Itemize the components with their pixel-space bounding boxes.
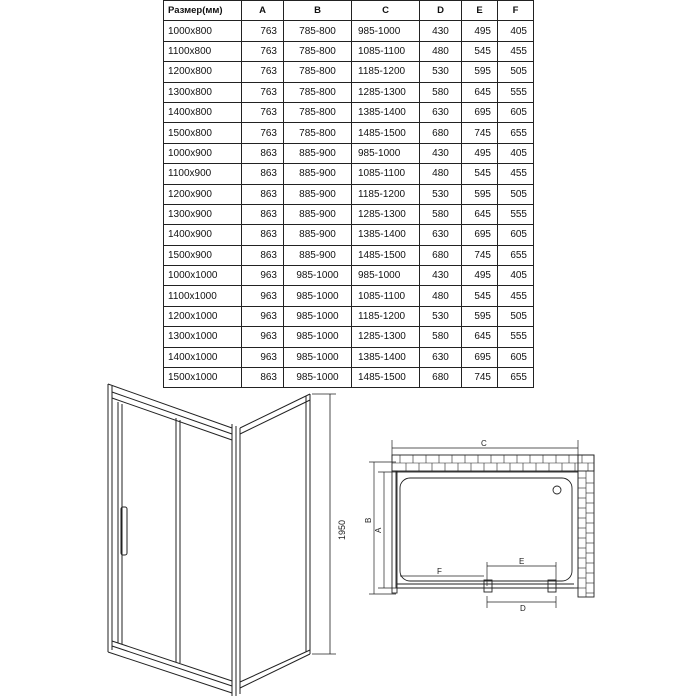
- cell-size: 1500x1000: [164, 368, 242, 388]
- cell-f: 505: [498, 62, 534, 82]
- cell-e: 745: [462, 123, 498, 143]
- plan-view: [369, 440, 594, 608]
- cell-d: 430: [420, 266, 462, 286]
- cell-b: 785-800: [284, 41, 352, 61]
- cell-b: 985-1000: [284, 266, 352, 286]
- cell-d: 530: [420, 62, 462, 82]
- cell-e: 595: [462, 184, 498, 204]
- cell-e: 595: [462, 62, 498, 82]
- cell-size: 1400x900: [164, 225, 242, 245]
- cell-b: 985-1000: [284, 306, 352, 326]
- cell-b: 885-900: [284, 143, 352, 163]
- cell-c: 1185-1200: [352, 62, 420, 82]
- cell-d: 630: [420, 347, 462, 367]
- cell-size: 1400x800: [164, 102, 242, 122]
- cell-d: 430: [420, 143, 462, 163]
- cell-a: 863: [242, 225, 284, 245]
- cell-d: 430: [420, 21, 462, 41]
- cell-b: 785-800: [284, 21, 352, 41]
- cell-c: 1285-1300: [352, 327, 420, 347]
- cell-d: 680: [420, 123, 462, 143]
- cell-a: 763: [242, 21, 284, 41]
- left-profile: [108, 384, 112, 652]
- drain-icon: [553, 486, 561, 494]
- cell-f: 505: [498, 184, 534, 204]
- cell-e: 695: [462, 225, 498, 245]
- cell-f: 455: [498, 164, 534, 184]
- cell-d: 680: [420, 245, 462, 265]
- cell-e: 545: [462, 164, 498, 184]
- cell-c: 1485-1500: [352, 245, 420, 265]
- cell-size: 1100x900: [164, 164, 242, 184]
- cell-c: 1285-1300: [352, 82, 420, 102]
- cell-d: 580: [420, 327, 462, 347]
- cell-c: 985-1000: [352, 21, 420, 41]
- cell-b: 785-800: [284, 102, 352, 122]
- cell-c: 1085-1100: [352, 41, 420, 61]
- cell-f: 605: [498, 102, 534, 122]
- cell-d: 630: [420, 225, 462, 245]
- header-e: E: [462, 1, 498, 21]
- cell-b: 985-1000: [284, 327, 352, 347]
- cell-f: 505: [498, 306, 534, 326]
- cell-e: 745: [462, 368, 498, 388]
- cell-a: 963: [242, 347, 284, 367]
- height-label: 1950: [337, 519, 347, 540]
- cell-size: 1200x800: [164, 62, 242, 82]
- tray-basin: [400, 478, 572, 581]
- header-c: C: [352, 1, 420, 21]
- cell-size: 1400x1000: [164, 347, 242, 367]
- cell-f: 405: [498, 21, 534, 41]
- cell-e: 695: [462, 102, 498, 122]
- header-d: D: [420, 1, 462, 21]
- cell-size: 1100x1000: [164, 286, 242, 306]
- cell-size: 1200x1000: [164, 306, 242, 326]
- cell-f: 555: [498, 327, 534, 347]
- cell-f: 655: [498, 123, 534, 143]
- cell-size: 1500x900: [164, 245, 242, 265]
- cell-d: 480: [420, 41, 462, 61]
- cell-d: 580: [420, 204, 462, 224]
- cell-f: 605: [498, 347, 534, 367]
- cell-c: 985-1000: [352, 143, 420, 163]
- cell-e: 495: [462, 21, 498, 41]
- cell-size: 1000x900: [164, 143, 242, 163]
- door-stopper: [548, 580, 556, 592]
- cell-c: 1385-1400: [352, 347, 420, 367]
- cell-f: 655: [498, 245, 534, 265]
- cell-d: 580: [420, 82, 462, 102]
- cell-size: 1200x900: [164, 184, 242, 204]
- cell-size: 1300x900: [164, 204, 242, 224]
- cell-b: 885-900: [284, 225, 352, 245]
- cell-c: 985-1000: [352, 266, 420, 286]
- cell-e: 645: [462, 327, 498, 347]
- label-c: C: [481, 439, 487, 448]
- label-e: E: [519, 557, 525, 566]
- cell-c: 1385-1400: [352, 102, 420, 122]
- cell-a: 863: [242, 184, 284, 204]
- cell-c: 1085-1100: [352, 286, 420, 306]
- cell-f: 405: [498, 143, 534, 163]
- cell-f: 455: [498, 41, 534, 61]
- cell-size: 1500x800: [164, 123, 242, 143]
- cell-b: 985-1000: [284, 286, 352, 306]
- cell-b: 785-800: [284, 82, 352, 102]
- cell-c: 1085-1100: [352, 164, 420, 184]
- cell-c: 1385-1400: [352, 225, 420, 245]
- cell-d: 480: [420, 164, 462, 184]
- cell-a: 863: [242, 143, 284, 163]
- cell-f: 655: [498, 368, 534, 388]
- cell-e: 545: [462, 41, 498, 61]
- cell-f: 455: [498, 286, 534, 306]
- sliding-door-edge: [176, 418, 180, 663]
- cell-a: 763: [242, 102, 284, 122]
- cell-d: 530: [420, 306, 462, 326]
- cell-b: 985-1000: [284, 347, 352, 367]
- front-rail: [397, 584, 574, 588]
- cell-e: 495: [462, 143, 498, 163]
- top-rail: [108, 384, 232, 440]
- cell-b: 785-800: [284, 62, 352, 82]
- door-roller: [484, 580, 492, 592]
- elevation-view: [108, 384, 336, 696]
- label-d: D: [520, 604, 526, 613]
- cell-a: 963: [242, 327, 284, 347]
- cell-d: 530: [420, 184, 462, 204]
- label-b: B: [364, 517, 373, 523]
- cell-e: 595: [462, 306, 498, 326]
- height-dimension-line: [312, 394, 336, 654]
- cell-d: 480: [420, 286, 462, 306]
- cell-e: 695: [462, 347, 498, 367]
- cell-b: 885-900: [284, 245, 352, 265]
- cell-a: 863: [242, 204, 284, 224]
- cell-c: 1485-1500: [352, 123, 420, 143]
- cell-a: 863: [242, 368, 284, 388]
- cell-a: 963: [242, 286, 284, 306]
- cell-c: 1485-1500: [352, 368, 420, 388]
- cell-a: 963: [242, 306, 284, 326]
- cell-a: 863: [242, 245, 284, 265]
- corner-post: [232, 424, 240, 696]
- side-panel-rails: [240, 394, 310, 688]
- bottom-rail: [108, 641, 232, 693]
- cell-size: 1300x1000: [164, 327, 242, 347]
- cell-size: 1000x800: [164, 21, 242, 41]
- cell-f: 555: [498, 82, 534, 102]
- cell-e: 645: [462, 204, 498, 224]
- cell-e: 545: [462, 286, 498, 306]
- cell-d: 680: [420, 368, 462, 388]
- cell-a: 763: [242, 82, 284, 102]
- header-size: Размер(мм): [164, 1, 242, 21]
- cell-a: 963: [242, 266, 284, 286]
- header-b: B: [284, 1, 352, 21]
- cell-c: 1185-1200: [352, 306, 420, 326]
- cell-a: 763: [242, 41, 284, 61]
- cell-e: 645: [462, 82, 498, 102]
- cell-size: 1100x800: [164, 41, 242, 61]
- header-a: A: [242, 1, 284, 21]
- cell-c: 1285-1300: [352, 204, 420, 224]
- label-a: A: [374, 527, 383, 533]
- cell-b: 885-900: [284, 164, 352, 184]
- cell-f: 555: [498, 204, 534, 224]
- cell-size: 1000x1000: [164, 266, 242, 286]
- cell-c: 1185-1200: [352, 184, 420, 204]
- cell-a: 763: [242, 123, 284, 143]
- label-f: F: [437, 567, 442, 576]
- cell-f: 405: [498, 266, 534, 286]
- cell-b: 785-800: [284, 123, 352, 143]
- cell-f: 605: [498, 225, 534, 245]
- cell-e: 745: [462, 245, 498, 265]
- cell-d: 630: [420, 102, 462, 122]
- cell-b: 885-900: [284, 184, 352, 204]
- cell-a: 763: [242, 62, 284, 82]
- cell-b: 885-900: [284, 204, 352, 224]
- header-f: F: [498, 1, 534, 21]
- cell-a: 863: [242, 164, 284, 184]
- side-wall-profile: [306, 394, 310, 654]
- cell-b: 985-1000: [284, 368, 352, 388]
- cell-e: 495: [462, 266, 498, 286]
- cell-size: 1300x800: [164, 82, 242, 102]
